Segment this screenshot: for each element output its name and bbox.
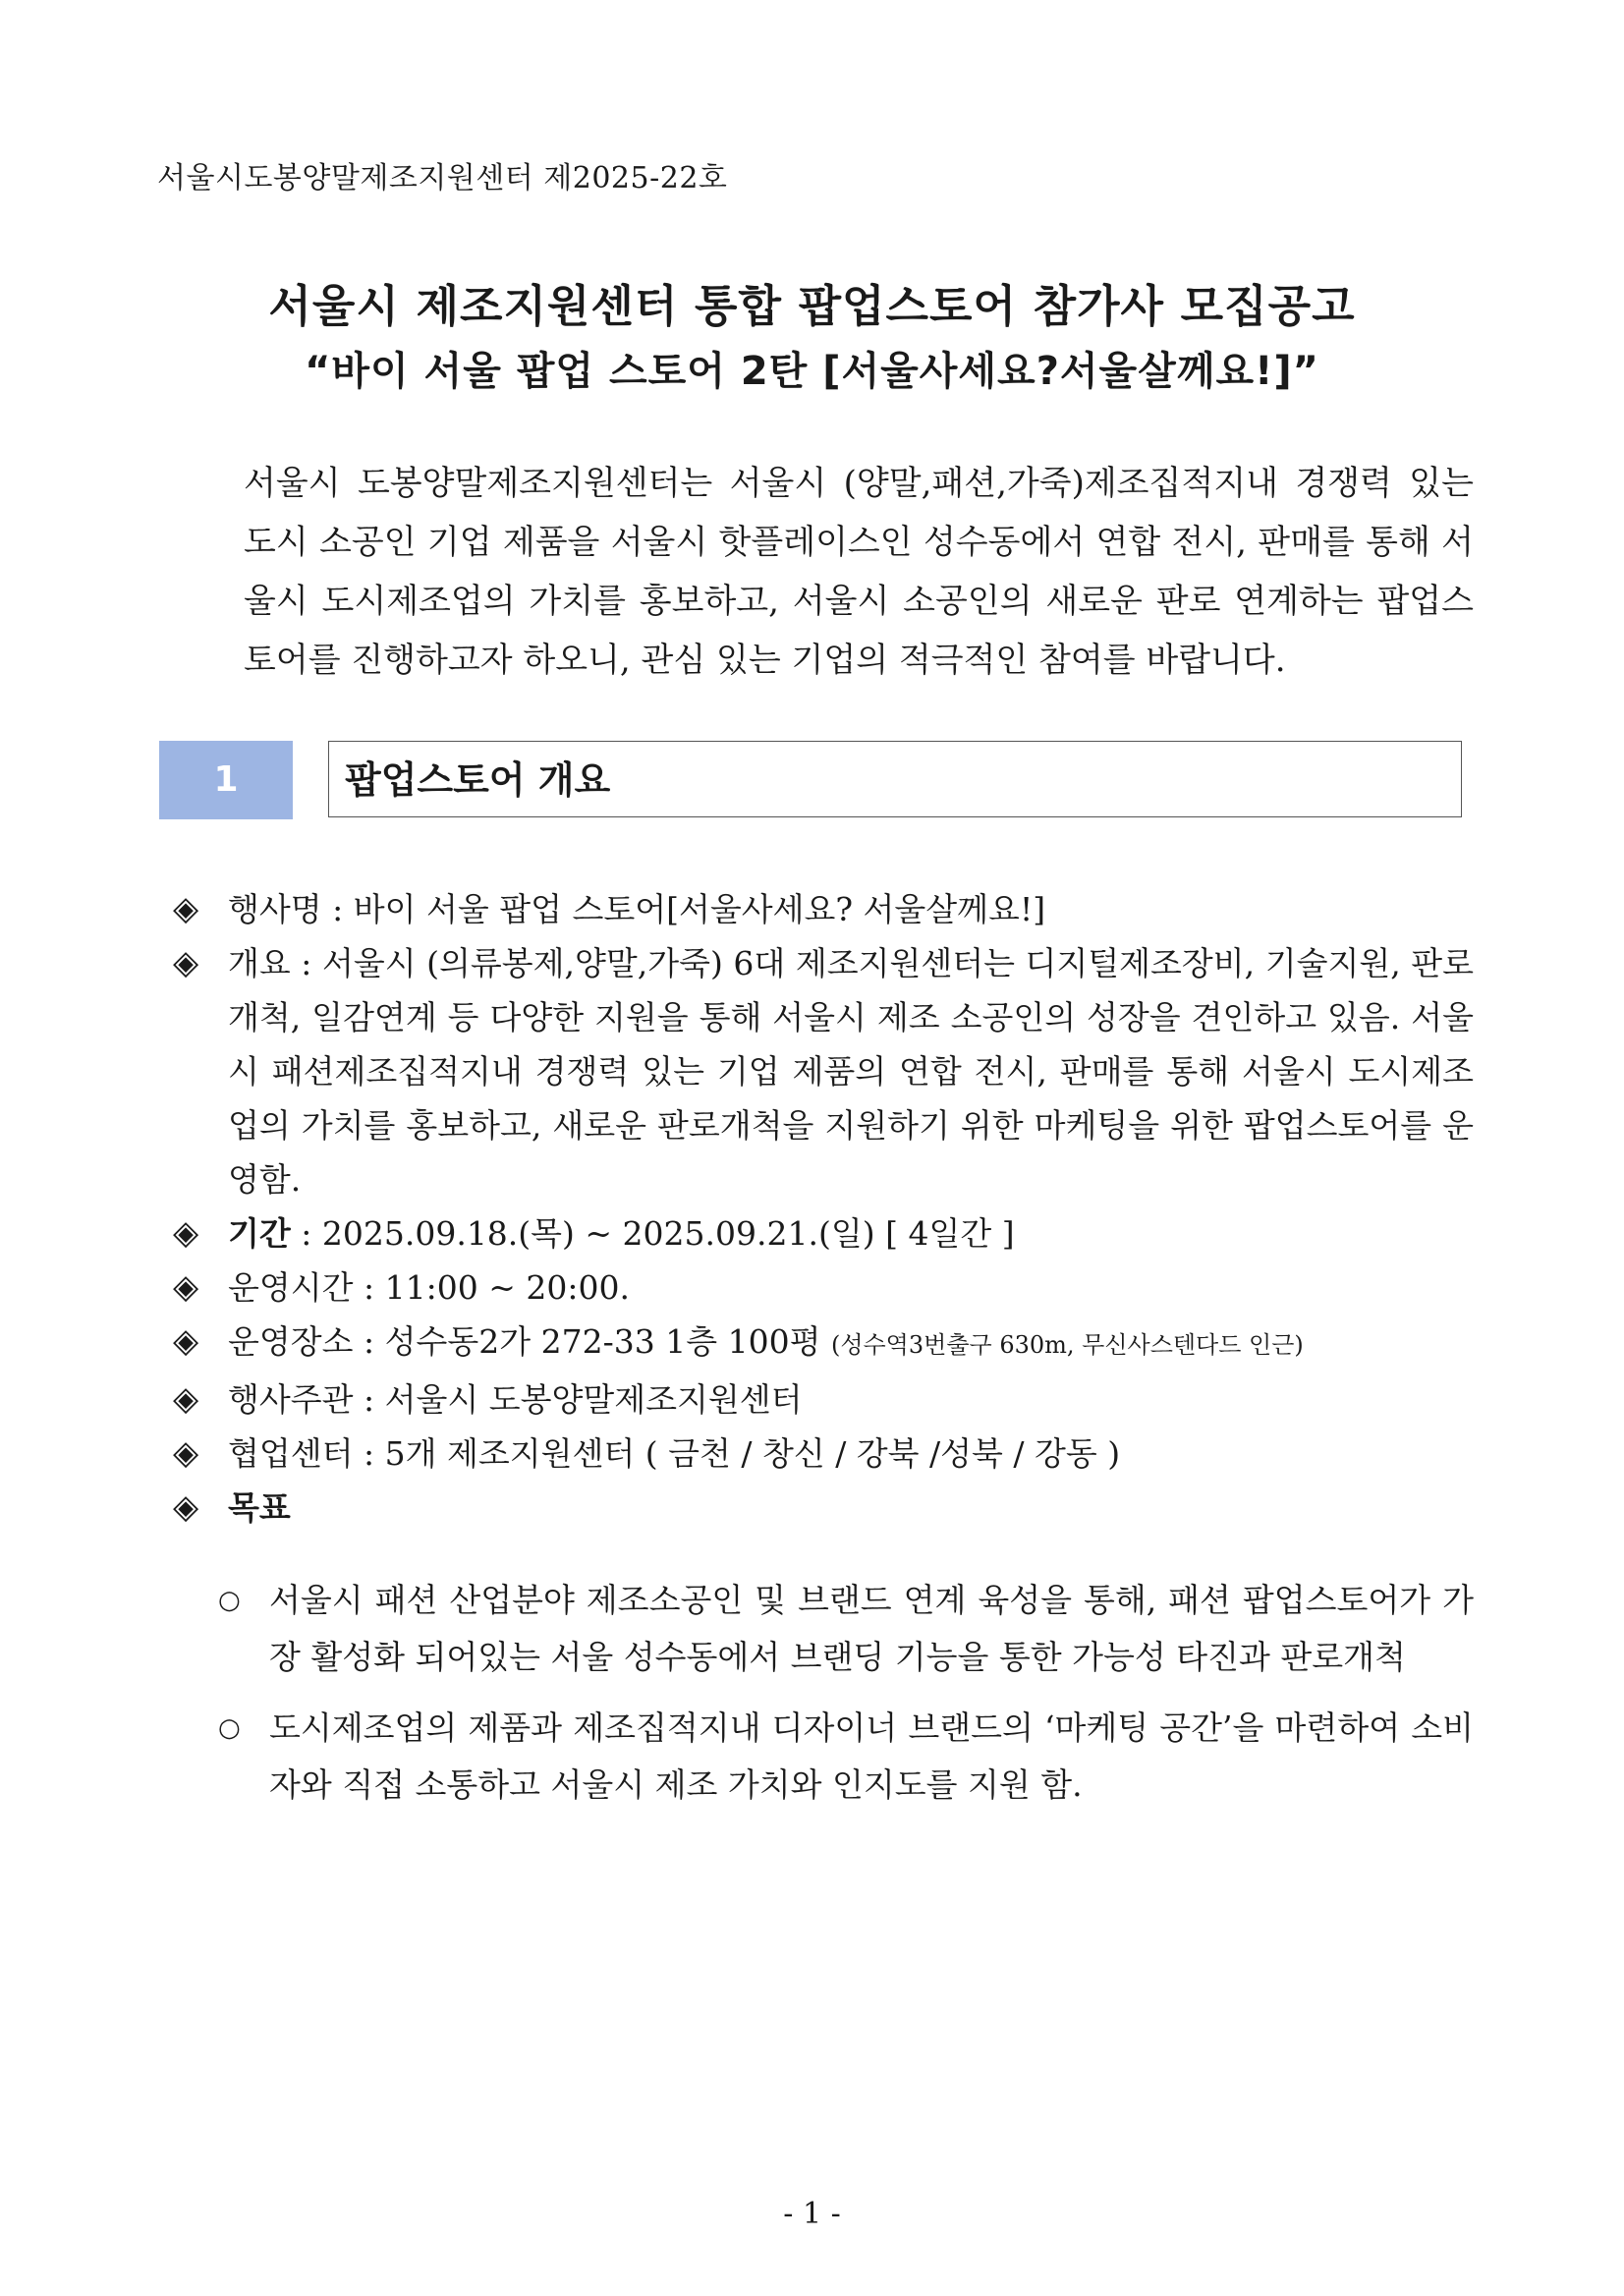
item-venue xyxy=(173,1315,1474,1372)
section-number: 1 xyxy=(159,741,293,819)
item-overview xyxy=(173,936,1474,1206)
diamond-bullet-icon: ◈ xyxy=(173,1267,199,1307)
diamond-bullet-icon: ◈ xyxy=(173,1379,199,1419)
item-text xyxy=(228,1206,1474,1260)
diamond-bullet-icon: ◈ xyxy=(173,943,199,982)
diamond-bullet-icon: ◈ xyxy=(173,1487,199,1527)
item-event-name xyxy=(173,882,1474,936)
goal-text: 도시제조업의 제품과 제조집적지내 디자이너 브랜드의 ‘마케팅 공간’을 마련하여 소비자와 직접 소통하고 서울시 제조 가치와 인지도를 지원 함. xyxy=(269,1708,1474,1804)
goals-list xyxy=(218,1572,1474,1827)
goal-item xyxy=(218,1572,1474,1686)
document-subtitle: “바이 서울 팝업 스토어 2탄 [서울사세요?서울살께요!]” xyxy=(305,349,1319,394)
item-partners xyxy=(173,1427,1474,1481)
diamond-bullet-icon: ◈ xyxy=(173,1433,199,1473)
goals-label: 목표 xyxy=(228,1488,291,1527)
item-text: 행사명 : 바이 서울 팝업 스토어[서울사세요? 서울살께요!] xyxy=(228,890,1046,928)
intro-paragraph: 서울시 도봉양말제조지원센터는 서울시 (양말,패션,가죽)제조집적지내 경쟁력 있는 도시 소공인 기업 제품을 서울시 핫플레이스인 성수동에서 연합 전시, 판매를 통해 서울시 도시제조업의 가치를 홍보하고, 서울시 소공인의 새로운 판로 연계하는 팝업스토어를 진행하고자 하오니, 관심 있는 기업의 적극적인 참여를 바랍니다. xyxy=(244,464,1474,680)
diamond-bullet-icon: ◈ xyxy=(173,1213,199,1253)
item-text: 협업센터 : 5개 제조지원센터 ( 금천 / 창신 / 강북 /성북 / 강동 ) xyxy=(228,1434,1121,1473)
diamond-bullet-icon: ◈ xyxy=(173,1321,199,1361)
document-title: 서울시 제조지원센터 통합 팝업스토어 참가사 모집공고 xyxy=(268,280,1356,332)
section-title: 팝업스토어 개요 xyxy=(328,741,1462,817)
period-value: : 2025.09.18.(목) ~ 2025.09.21.(일) [ 4일간 ] xyxy=(290,1214,1015,1253)
period-label: 기간 xyxy=(228,1214,291,1253)
item-period xyxy=(173,1206,1474,1260)
item-goals-heading xyxy=(173,1481,1474,1535)
item-text: 개요 : 서울시 (의류봉제,양말,가죽) 6대 제조지원센터는 디지털제조장비, 기술지원, 판로개척, 일감연계 등 다양한 지원을 통해 서울시 제조 소공인의 성장을 견인하고 있음. 서울시 패션제조집적지내 경쟁력 있는 기업 제품의 연합 전시, 판매를 통해 서울시 도시제조업의 가치를 홍보하고, 새로운 판로개척을 지원하기 위한 마케팅을 위한 팝업스토어를 운영함. xyxy=(228,944,1474,1199)
item-text xyxy=(228,1315,1474,1372)
item-text: 행사주관 : 서울시 도봉양말제조지원센터 xyxy=(228,1380,803,1419)
goal-item xyxy=(218,1700,1474,1814)
goal-text: 서울시 패션 산업분야 제조소공인 및 브랜드 연계 육성을 통해, 패션 팝업스토어가 가장 활성화 되어있는 서울 성수동에서 브랜딩 기능을 통한 가능성 타진과 판로개척 xyxy=(269,1581,1474,1676)
circle-bullet-icon: ○ xyxy=(218,1586,241,1615)
page-number: - 1 - xyxy=(783,2197,841,2231)
diamond-bullet-icon: ◈ xyxy=(173,889,199,928)
circle-bullet-icon: ○ xyxy=(218,1713,241,1743)
item-text: 운영시간 : 11:00 ~ 20:00. xyxy=(228,1268,630,1307)
venue-value: 운영장소 : 성수동2가 272-33 1층 100평 xyxy=(228,1322,831,1361)
venue-note: (성수역3번출구 630m, 무신사스텐다드 인근) xyxy=(830,1331,1304,1359)
section-header xyxy=(159,741,1464,819)
item-host xyxy=(173,1372,1474,1427)
item-hours xyxy=(173,1260,1474,1315)
document-number: 서울시도봉양말제조지원센터 제2025-22호 xyxy=(157,161,728,196)
overview-list xyxy=(173,882,1474,1535)
